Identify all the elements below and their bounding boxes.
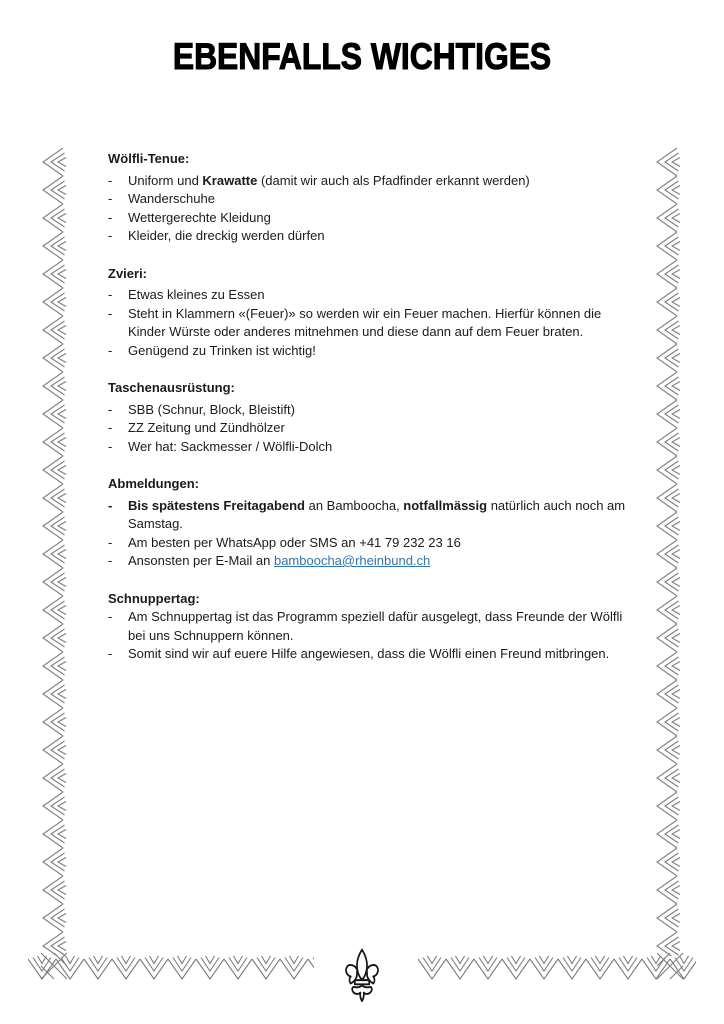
bullet-line xyxy=(128,645,638,664)
bullet-line xyxy=(128,419,638,438)
bullet-text xyxy=(128,190,638,209)
bullet-item xyxy=(108,209,638,228)
text-segment: an Bamboocha, xyxy=(305,497,404,513)
bullet-item xyxy=(108,286,638,305)
bullet-item xyxy=(108,497,638,534)
bullet-item xyxy=(108,645,638,664)
text-segment: Wettergerechte Kleidung xyxy=(128,209,271,225)
text-segment: Kinder Würste oder anderes mitnehmen und diese dann auf dem Feuer braten. xyxy=(128,324,584,339)
bullet-text xyxy=(128,227,638,246)
section-heading: Schnuppertag: xyxy=(108,590,200,606)
text-segment: Bis spätestens Freitagabend xyxy=(128,497,305,513)
bullet-line xyxy=(128,515,638,534)
bullet-line xyxy=(128,342,638,361)
bullet-text xyxy=(128,401,638,420)
section xyxy=(108,379,638,456)
email-link[interactable]: bamboocha@rheinbund.ch xyxy=(273,553,431,568)
bullet-text xyxy=(128,305,638,342)
bullet-text xyxy=(128,286,638,305)
bullet-dash: - xyxy=(108,172,113,188)
section xyxy=(108,475,638,571)
bullet-dash: - xyxy=(108,401,113,417)
bullet-dash: - xyxy=(108,287,113,302)
bullet-item xyxy=(108,401,638,420)
bullet-dash: - xyxy=(108,497,113,513)
right-border-stitch-decoration xyxy=(650,148,682,956)
text-segment: Krawatte xyxy=(202,172,258,188)
bullet-text xyxy=(128,608,638,645)
text-segment: Wer hat: Sackmesser / Wölfli-Dolch xyxy=(128,438,333,454)
bullet-item xyxy=(108,305,638,342)
bullet-dash: - xyxy=(108,438,113,454)
bullet-dash: - xyxy=(108,209,113,225)
text-segment: Genügend zu Trinken ist wichtig! xyxy=(128,342,316,358)
bullet-text xyxy=(128,419,638,438)
bullet-line xyxy=(128,401,638,420)
bullet-item xyxy=(108,190,638,209)
text-segment: Am besten per WhatsApp oder SMS an +41 79 232 23 16 xyxy=(128,534,461,550)
bullet-item xyxy=(108,552,638,571)
bullet-line xyxy=(128,323,638,342)
text-segment: (damit wir auch als Pfadfinder erkannt werden) xyxy=(257,172,530,188)
text-segment: Am Schnuppertag ist das Programm speziell dafür ausgelegt, dass Freunde der Wölfli xyxy=(128,609,623,624)
bullet-item xyxy=(108,419,638,438)
section-heading: Zvieri: xyxy=(108,265,148,281)
bullet-line xyxy=(128,497,638,516)
text-segment: Somit sind wir auf euere Hilfe angewiesen, dass die Wölfli einen Freund mitbringen. xyxy=(128,646,610,661)
bullet-line xyxy=(128,608,638,627)
bullet-dash: - xyxy=(108,342,113,358)
text-segment: Etwas kleines zu Essen xyxy=(128,287,265,302)
bullet-text xyxy=(128,172,638,191)
bullet-dash: - xyxy=(108,534,113,550)
section xyxy=(108,150,638,246)
bullet-line xyxy=(128,534,638,553)
bullet-dash: - xyxy=(108,420,113,435)
bullet-dash: - xyxy=(108,191,113,206)
bullet-text xyxy=(128,342,638,361)
text-segment: Ansonsten per E-Mail an xyxy=(128,553,274,568)
content-sections xyxy=(108,150,638,683)
bullet-line xyxy=(128,286,638,305)
bullet-text xyxy=(128,497,638,534)
bullet-item xyxy=(108,342,638,361)
bullet-line xyxy=(128,627,638,646)
bullet-text xyxy=(128,534,638,553)
bullet-text xyxy=(128,645,638,664)
text-segment: SBB (Schnur, Block, Bleistift) xyxy=(128,401,295,417)
section xyxy=(108,590,638,664)
section xyxy=(108,265,638,361)
bullet-text xyxy=(128,552,638,571)
text-segment: notfallmässig xyxy=(403,497,488,513)
text-segment: natürlich auch noch am xyxy=(487,497,626,513)
bottom-left-border-stitch-decoration xyxy=(28,953,314,985)
bullet-line xyxy=(128,438,638,457)
bullet-dash: - xyxy=(108,646,113,661)
bullet-item xyxy=(108,438,638,457)
text-segment: Wanderschuhe xyxy=(128,191,215,206)
left-border-stitch-decoration xyxy=(36,148,68,956)
bullet-item xyxy=(108,534,638,553)
bullet-line xyxy=(128,227,638,246)
section-heading: Wölfli-Tenue: xyxy=(108,151,190,166)
bullet-line xyxy=(128,209,638,228)
section-heading: Abmeldungen: xyxy=(108,476,199,491)
text-segment: Steht in Klammern «(Feuer)» so werden wir ein Feuer machen. Hierfür können die xyxy=(128,305,602,321)
text-segment: Samstag. xyxy=(128,516,183,531)
bullet-item xyxy=(108,608,638,645)
bullet-text xyxy=(128,209,638,228)
bullet-dash: - xyxy=(108,609,113,624)
text-segment: Uniform und xyxy=(128,172,203,188)
fleur-de-lis-icon xyxy=(342,948,382,1006)
bullet-line xyxy=(128,552,638,571)
bullet-item xyxy=(108,172,638,191)
bullet-item xyxy=(108,227,638,246)
bullet-dash: - xyxy=(108,305,113,321)
bullet-line xyxy=(128,190,638,209)
bullet-line xyxy=(128,172,638,191)
text-segment: Kleider, die dreckig werden dürfen xyxy=(128,228,325,243)
bottom-left-corner-stitch-decoration xyxy=(38,950,70,984)
text-segment: bei uns Schnuppern können. xyxy=(128,627,294,643)
section-heading: Taschenausrüstung: xyxy=(108,380,235,395)
bullet-text xyxy=(128,438,638,457)
bullet-line xyxy=(128,305,638,324)
page-title: EBENFALLS WICHTIGES xyxy=(172,36,552,77)
text-segment: ZZ Zeitung und Zündhölzer xyxy=(128,420,285,435)
bullet-dash: - xyxy=(108,228,113,243)
bullet-dash: - xyxy=(108,553,113,568)
bottom-right-corner-stitch-decoration xyxy=(654,950,686,984)
